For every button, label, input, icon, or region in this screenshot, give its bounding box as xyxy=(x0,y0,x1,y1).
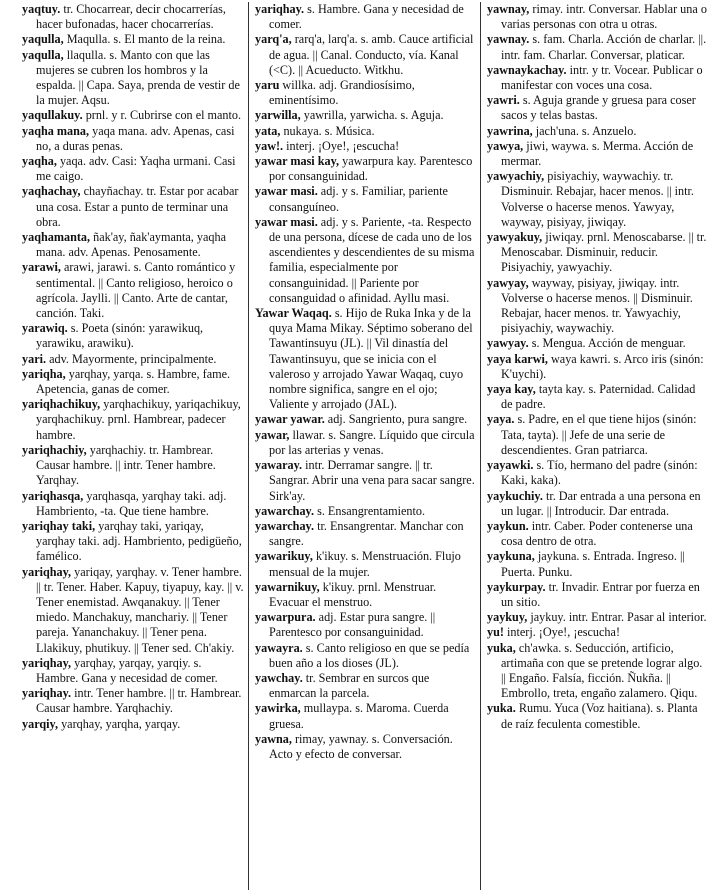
dictionary-entry xyxy=(487,701,709,731)
entry-headword: yarqiy, xyxy=(22,716,59,731)
entry-definition: s. Aguja grande y gruesa para coser sacos y telas bastas. xyxy=(501,93,696,123)
dictionary-entry xyxy=(487,336,709,351)
dictionary-entry xyxy=(255,580,475,610)
entry-headword: yariqhay, xyxy=(22,564,72,579)
dictionary-entry xyxy=(255,519,475,549)
dictionary-entry xyxy=(487,458,709,488)
entry-headword: yaqha, xyxy=(22,154,57,169)
entry-headword: yarq'a, xyxy=(255,32,292,47)
entry-definition: waya kawri. s. Arco iris (sinón: K'uychi). xyxy=(501,351,704,381)
entry-headword: yawar masi. xyxy=(255,214,318,229)
entry-headword: yariqhay. xyxy=(22,686,72,701)
entry-definition: yarqhay, yarqay, yarqiy. s. Hambre. Gana y necesidad de comer. xyxy=(36,655,218,685)
entry-headword: yarwilla, xyxy=(255,108,301,123)
entry-headword: yarawi, xyxy=(22,260,61,275)
entry-headword: yaykuna, xyxy=(487,549,535,564)
dictionary-entry xyxy=(487,139,709,169)
dictionary-entry xyxy=(255,108,475,123)
dictionary-entry xyxy=(22,443,244,489)
entry-headword: yu! xyxy=(487,625,504,640)
entry-definition: tr. Ensangrentar. Manchar con sangre. xyxy=(269,518,464,549)
entry-headword: yariqhay, xyxy=(22,655,72,670)
entry-definition: tr. Sembrar en surcos que enmarcan la parcela. xyxy=(269,670,430,701)
entry-headword: yaykun. xyxy=(487,518,529,533)
entry-headword: yawyay. xyxy=(487,336,529,351)
dictionary-entry xyxy=(255,215,475,306)
dictionary-entry xyxy=(487,519,709,549)
entry-definition: s. fam. Charla. Acción de charlar. ||. intr. fam. Charlar. Conversar, platicar. xyxy=(501,32,707,62)
dictionary-entry xyxy=(487,352,709,382)
entry-headword: yaw!. xyxy=(255,138,284,153)
entry-definition: yawrilla, yarwicha. s. Aguja. xyxy=(300,108,444,123)
entry-definition: yarqhay taki, yariqay, yarqhay taki. adj. Hambriento, pedigüeño, famélico. xyxy=(36,518,242,564)
dictionary-entry xyxy=(487,32,709,62)
dictionary-entry xyxy=(22,260,244,321)
entry-definition: s. Tío, hermano del padre (sinón: Kaki, kaka). xyxy=(501,458,698,488)
entry-definition: jaykuna. s. Entrada. Ingreso. || Puerta. Punku. xyxy=(501,549,685,579)
entry-definition: jaykuy. intr. Entrar. Pasar al interior. xyxy=(527,610,707,625)
entry-headword: yuka. xyxy=(487,701,516,716)
dictionary-column-1 xyxy=(22,2,244,890)
dictionary-entry xyxy=(255,641,475,671)
entry-headword: yawrina, xyxy=(487,123,533,138)
entry-headword: yarawiq. xyxy=(22,321,68,336)
entry-definition: yarqhay, yarqha, yarqay. xyxy=(58,716,181,731)
column-divider xyxy=(480,2,481,890)
entry-headword: yawyay, xyxy=(487,275,529,290)
dictionary-entry xyxy=(487,169,709,230)
entry-definition: s. Padre, en el que tiene hijos (sinón: Tata, tayta). || Jefe de una serie de descendientes. Gran patriarca. xyxy=(501,412,697,457)
dictionary-entry xyxy=(22,32,244,47)
dictionary-entry xyxy=(255,504,475,519)
entry-headword: yawar masi. xyxy=(255,184,318,199)
dictionary-entry xyxy=(487,276,709,337)
dictionary-entry xyxy=(487,412,709,458)
entry-definition: llaqulla. s. Manto con que las mujeres se cubren los hombros y la espalda. || Capa. Saya, prenda de vestir de la mujer. Aqsu. xyxy=(36,47,240,108)
entry-definition: llawar. s. Sangre. Líquido que circula por las arterias y venas. xyxy=(269,427,475,457)
entry-definition: interj. ¡Oye!, ¡escucha! xyxy=(503,625,620,640)
entry-definition: chayñachay. tr. Estar por acabar una cosa. Estar a punto de terminar una obra. xyxy=(36,184,239,229)
dictionary-entry xyxy=(255,671,475,701)
dictionary-entry xyxy=(22,48,244,109)
entry-headword: yaykuchiy. xyxy=(487,488,543,503)
dictionary-entry xyxy=(487,489,709,519)
entry-headword: yaqulla, xyxy=(22,32,64,47)
entry-definition: ñak'ay, ñak'aymanta, yaqha mana. adv. Apenas. Penosamente. xyxy=(36,230,226,260)
entry-headword: yaqhamanta, xyxy=(22,230,91,245)
dictionary-entry xyxy=(255,154,475,184)
entry-definition: s. Poeta (sinón: yarawikuq, yarawiku, arawiku). xyxy=(36,321,204,351)
entry-definition: rimay. intr. Conversar. Hablar una o varias personas con otra u otras. xyxy=(501,2,707,32)
dictionary-entry xyxy=(22,519,244,565)
entry-headword: yawar yawar. xyxy=(255,412,325,427)
dictionary-entry xyxy=(255,412,475,427)
entry-headword: yariqhay taki, xyxy=(22,518,96,533)
entry-definition: arawi, jarawi. s. Canto romántico y sentimental. || Canto religioso, heroico o agrícola. Jaylli. || Canto. Arte de cantar, canción. Taki. xyxy=(36,260,236,321)
dictionary-entry xyxy=(487,93,709,123)
entry-definition: interj. ¡Oye!, ¡escucha! xyxy=(283,138,400,153)
entry-headword: yaya kay, xyxy=(487,382,536,397)
entry-headword: yawarikuy, xyxy=(255,549,313,564)
entry-definition: ch'awka. s. Seducción, artificio, artimaña con que se pretende lograr algo. || Engaño. Falsía, ficción. Ñukña. || Embrollo, treta, engaño zalamero. Qiqu. xyxy=(501,640,703,701)
entry-headword: yaqha mana, xyxy=(22,123,90,138)
entry-headword: yawarchay. xyxy=(255,518,315,533)
entry-definition: s. Ensangrentamiento. xyxy=(314,503,426,518)
entry-headword: yawirka, xyxy=(255,701,301,716)
entry-headword: yaqhachay, xyxy=(22,184,81,199)
dictionary-entry xyxy=(487,641,709,702)
entry-headword: yariqhachiy, xyxy=(22,442,87,457)
entry-definition: pisiyachiy, waywachiy. tr. Disminuir. Rebajar, hacer menos. || intr. Volverse o hacerse menos. Yawyay, wayway, pisiyay, jiwiqay. xyxy=(501,169,694,229)
entry-definition: s. Hambre. Gana y necesidad de comer. xyxy=(269,2,464,32)
entry-definition: yawarpura kay. Parentesco por consanguinidad. xyxy=(269,154,473,184)
entry-definition: k'ikuy. prnl. Menstruar. Evacuar el menstruo. xyxy=(269,579,437,609)
entry-definition: rimay, yawnay. s. Conversación. Acto y efecto de conversar. xyxy=(269,731,453,761)
dictionary-entry xyxy=(255,184,475,214)
entry-headword: yawya, xyxy=(487,138,524,153)
entry-headword: yawar, xyxy=(255,427,290,442)
entry-definition: tayta kay. s. Paternidad. Calidad de padre. xyxy=(501,382,696,412)
dictionary-entry xyxy=(255,124,475,139)
entry-definition: yarqhay, yarqa. s. Hambre, fame. Apetencia, ganas de comer. xyxy=(36,366,231,397)
dictionary-entry xyxy=(255,306,475,412)
entry-definition: intr. y tr. Vocear. Publicar o manifestar con voces una cosa. xyxy=(501,62,703,93)
dictionary-entry xyxy=(22,397,244,443)
entry-definition: jach'una. s. Anzuelo. xyxy=(532,123,637,138)
entry-headword: yaqulla, xyxy=(22,47,64,62)
dictionary-entry xyxy=(255,610,475,640)
entry-definition: willka. adj. Grandiosísimo, eminentísimo. xyxy=(269,78,415,108)
entry-headword: yawar masi kay, xyxy=(255,154,340,169)
entry-definition: intr. Derramar sangre. || tr. Sangrar. Abrir una vena para sacar sangre. Sirk'ay. xyxy=(269,458,475,503)
entry-headword: yawri. xyxy=(487,93,520,108)
entry-headword: yawayra. xyxy=(255,640,303,655)
entry-headword: yaru xyxy=(255,78,280,93)
dictionary-column-3 xyxy=(487,2,709,890)
entry-definition: k'ikuy. s. Menstruación. Flujo mensual de la mujer. xyxy=(269,549,461,579)
dictionary-entry xyxy=(22,367,244,397)
dictionary-entry xyxy=(255,32,475,78)
entry-headword: yawarchay. xyxy=(255,503,315,518)
entry-definition: jiwiqay. prnl. Menoscabarse. || tr. Menoscabar. Disminuir, reducir. Pisiyachiy, yawyachiy. xyxy=(501,230,707,275)
entry-headword: yawyakuy, xyxy=(487,230,543,245)
entry-headword: yariqhasqa, xyxy=(22,488,84,503)
entry-headword: yawarpura. xyxy=(255,610,316,625)
entry-headword: yayawki. xyxy=(487,458,534,473)
entry-definition: tr. Invadir. Entrar por fuerza en un sitio. xyxy=(501,579,700,609)
entry-definition: tr. Dar entrada a una persona en un lugar. || Introducir. Dar entrada. xyxy=(501,488,701,518)
entry-definition: intr. Tener hambre. || tr. Hambrear. Causar hambre. Yarqhachiy. xyxy=(36,686,242,716)
entry-definition: s. Canto religioso en que se pedía buen año a los dioses (JL). xyxy=(269,640,470,670)
entry-definition: rarq'a, larq'a. s. amb. Cauce artificial de agua. || Canal. Conducto, vía. Kanal (<C). || Acueducto. Witkhu. xyxy=(269,32,474,77)
entry-definition: adj. Sangriento, pura sangre. xyxy=(324,412,468,427)
entry-headword: yawnay, xyxy=(487,2,530,16)
entry-headword: yaykurpay. xyxy=(487,579,546,594)
entry-headword: yawarnikuy, xyxy=(255,579,320,594)
entry-definition: yaqa. adv. Casi: Yaqha urmani. Casi me caigo. xyxy=(36,154,236,184)
entry-definition: prnl. y r. Cubrirse con el manto. xyxy=(82,108,242,123)
dictionary-entry xyxy=(487,580,709,610)
entry-headword: yawnay. xyxy=(487,32,530,47)
entry-definition: yariqay, yarqhay. v. Tener hambre. || tr. Tener. Haber. Kapuy, tiyapuy, kay. || v. Tener enemistad. Awqanakuy. || Tener miedo. Manchakuy, manchariy. || Tener pareja. Yananchakuy. || Tener pena. Llakikuy, phutikuy. || Tener sed. Ch'akiy. xyxy=(36,564,244,655)
entry-definition: tr. Chocarrear, decir chocarrerías, hacer bufonadas, hacer chocarrerías. xyxy=(36,2,226,32)
entry-headword: yawna, xyxy=(255,731,292,746)
dictionary-entry xyxy=(255,549,475,579)
dictionary-entry xyxy=(487,549,709,579)
dictionary-entry xyxy=(22,321,244,351)
entry-headword: yaykuy, xyxy=(487,610,528,625)
entry-headword: yariqhay. xyxy=(255,2,305,16)
entry-definition: jiwi, waywa. s. Merma. Acción de mermar. xyxy=(501,138,694,169)
entry-headword: yariqha, xyxy=(22,366,66,381)
dictionary-entry xyxy=(22,184,244,230)
entry-headword: yuka, xyxy=(487,640,516,655)
entry-headword: yawaray. xyxy=(255,458,303,473)
entry-headword: yawyachiy, xyxy=(487,169,545,184)
entry-headword: yaqtuy. xyxy=(22,2,61,16)
dictionary-entry xyxy=(255,78,475,108)
dictionary-entry xyxy=(487,625,709,640)
dictionary-entry xyxy=(22,489,244,519)
entry-definition: s. Hijo de Ruka Inka y de la quya Mama Mikay. Séptimo soberano del Tawantinsuyu (JL). || Vil dinastía del Tawantinsuyu, que se inicia con el valeroso y arrojado Yawar Waqaq, cuyo nombre significa, sangre en el ojo; Valiente y arrojado (JAL). xyxy=(269,306,473,412)
entry-definition: yarqhachiy. tr. Hambrear. Causar hambre. || intr. Tener hambre. Yarqhay. xyxy=(36,442,216,488)
entry-headword: yaya. xyxy=(487,412,515,427)
entry-definition: Maqulla. s. El manto de la reina. xyxy=(63,32,226,47)
dictionary-entry xyxy=(487,124,709,139)
entry-headword: Yawar Waqaq. xyxy=(255,306,332,321)
dictionary-entry xyxy=(22,230,244,260)
dictionary-entry xyxy=(255,2,475,32)
dictionary-entry xyxy=(22,565,244,656)
dictionary-entry xyxy=(255,458,475,504)
entry-definition: adj. Estar pura sangre. || Parentesco por consanguinidad. xyxy=(269,610,436,640)
dictionary-entry xyxy=(255,428,475,458)
dictionary-entry xyxy=(22,124,244,154)
dictionary-entry xyxy=(487,382,709,412)
entry-definition: nukaya. s. Música. xyxy=(280,123,375,138)
entry-definition: intr. Caber. Poder contenerse una cosa dentro de otra. xyxy=(501,518,693,549)
dictionary-entry xyxy=(22,656,244,686)
column-divider xyxy=(248,2,249,890)
entry-headword: yariqhachikuy, xyxy=(22,397,101,412)
dictionary-entry xyxy=(22,352,244,367)
dictionary-entry xyxy=(487,63,709,93)
dictionary-entry xyxy=(255,139,475,154)
entry-definition: Rumu. Yuca (Voz haitiana). s. Planta de raíz feculenta comestible. xyxy=(501,701,698,731)
entry-headword: yata, xyxy=(255,123,281,138)
entry-definition: yaqa mana. adv. Apenas, casi no, a duras penas. xyxy=(36,123,235,153)
entry-definition: yarqhachikuy, yariqachikuy, yarqhachikuy. prnl. Hambrear, padecer hambre. xyxy=(36,397,241,442)
entry-headword: yawchay. xyxy=(255,670,303,685)
dictionary-entry xyxy=(487,2,709,32)
dictionary-entry xyxy=(22,2,244,32)
entry-definition: adv. Mayormente, principalmente. xyxy=(46,351,217,366)
dictionary-entry xyxy=(487,610,709,625)
dictionary-entry xyxy=(255,732,475,762)
entry-definition: adj. y s. Pariente, -ta. Respecto de una persona, dícese de cada uno de los ascendientes y descendientes de su misma familia, especialmente por consanguinidad. || Pariente por consanguidad o afinidad. Ayllu masi. xyxy=(269,214,475,305)
entry-definition: wayway, pisiyay, jiwiqay. intr. Volverse o hacerse menos. || Disminuir. Rebajar, hacer menos. tr. Yawyachiy, pisiyachiy, waywachiy. xyxy=(501,275,693,336)
entry-definition: adj. y s. Familiar, pariente consanguíneo. xyxy=(269,184,448,214)
dictionary-entry xyxy=(22,154,244,184)
dictionary-column-2 xyxy=(255,2,475,890)
entry-headword: yaqullakuy. xyxy=(22,108,83,123)
entry-definition: yarqhasqa, yarqhay taki. adj. Hambriento, -ta. Que tiene hambre. xyxy=(36,488,227,518)
entry-headword: yari. xyxy=(22,351,47,366)
dictionary-entry xyxy=(487,230,709,276)
entry-headword: yaya karwi, xyxy=(487,351,548,366)
dictionary-entry xyxy=(22,717,244,732)
entry-definition: s. Mengua. Acción de menguar. xyxy=(528,336,686,351)
entry-definition: mullaypa. s. Maroma. Cuerda gruesa. xyxy=(269,701,449,731)
dictionary-entry xyxy=(22,108,244,123)
dictionary-entry xyxy=(22,686,244,716)
entry-headword: yawnaykachay. xyxy=(487,62,567,77)
dictionary-entry xyxy=(255,701,475,731)
